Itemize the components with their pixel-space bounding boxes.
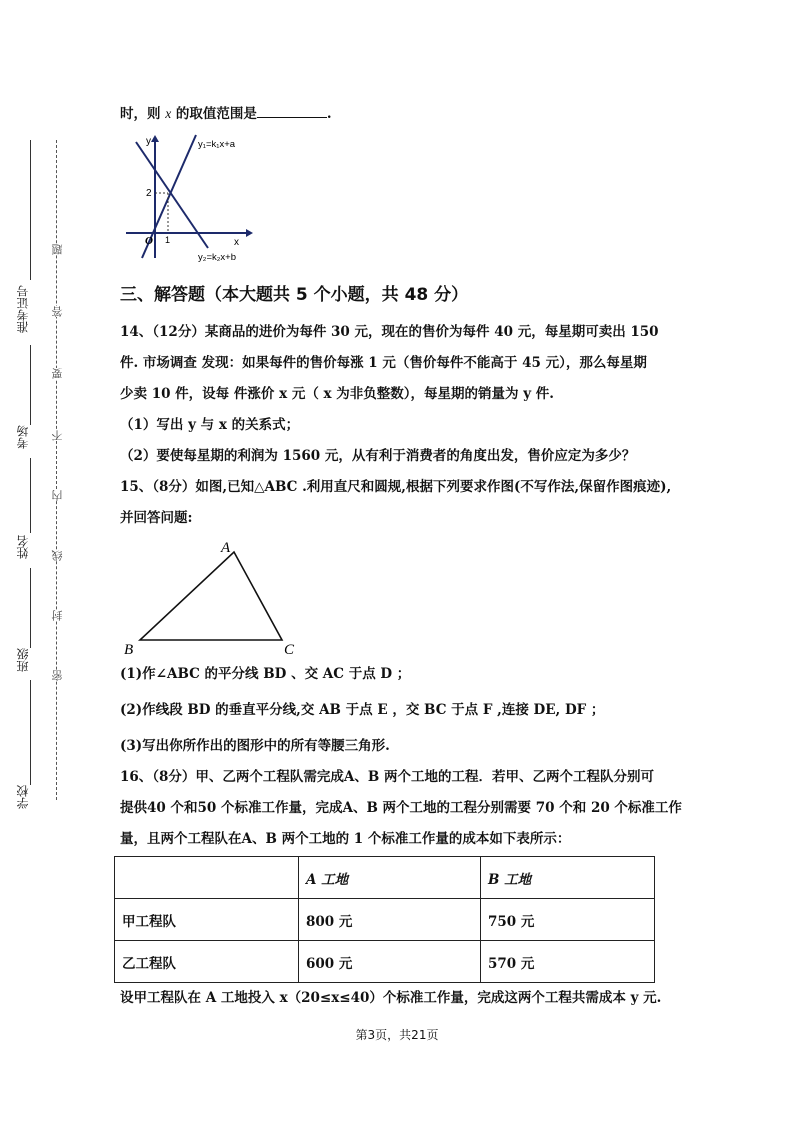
table-header-cell: B 工地 <box>481 857 655 899</box>
q14-part1: （1）写出 y 与 x 的关系式； <box>120 417 300 433</box>
seal-line <box>56 140 57 800</box>
table-cell: 600 元 <box>299 941 481 983</box>
q14-line3: 少卖 10 件，设每 件涨价 x 元（ x 为非负整数），每星期的销量为 y 件. <box>120 386 554 402</box>
seal-char: 不 <box>51 430 64 441</box>
q15-line2: 并回答问题: <box>120 510 193 526</box>
q14-line1: 14、（12分）某商品的进价为每件 30 元，现在的售价为每件 40 元，每星期可卖出 150 <box>120 324 659 340</box>
binding-label-exam-id: 准考证号 <box>16 285 30 333</box>
graph-tick-x: 1 <box>165 235 171 245</box>
seal-char: 答 <box>51 306 64 317</box>
binding-label-school: 学校 <box>16 785 30 809</box>
seal-char: 题 <box>51 244 64 255</box>
q15-part3: (3)写出你所作出的图形中的所有等腰三角形. <box>120 738 390 754</box>
graph-y-label: y <box>146 136 151 147</box>
binding-label-room: 考场 <box>16 425 30 449</box>
graph-x-label: x <box>234 237 239 248</box>
q13-tail: 时，则 x 的取值范围是 . <box>120 103 332 124</box>
q15-part1: (1)作∠ABC 的平分线 BD 、交 AC 于点 D ； <box>120 666 411 682</box>
section-title: 三、解答题（本大题共 5 个小题，共 48 分） <box>120 285 469 305</box>
graph-line1-label: y₁=k₁x+a <box>198 139 236 150</box>
cost-table <box>114 856 655 983</box>
q16-after-table: 设甲工程队在 A 工地投入 x（20≤x≤40）个标准工作量，完成这两个工程共需成本 y 元. <box>120 990 662 1006</box>
q16-line3: 量，且两个工程队在A、B 两个工地的 1 个标准工作量的成本如下表所示： <box>120 831 571 847</box>
q15-part2: (2)作线段 BD 的垂直平分线,交 AB 于点 E ，交 BC 于点 F ,连接 DE, DF ； <box>120 702 605 718</box>
q15-triangle-figure <box>118 532 308 660</box>
q14-part2: （2）要使每星期的利润为 1560 元，从有利于消费者的角度出发，售价应定为多少？ <box>120 448 636 464</box>
seal-char: 封 <box>51 610 64 621</box>
q14-line2: 件. 市场调查 发现：如果每件的售价每涨 1 元（售价每件不能高于 45 元），那么每星期 <box>120 355 647 371</box>
table-row <box>115 941 655 983</box>
table-cell: 750 元 <box>481 899 655 941</box>
vertex-a: A <box>221 540 231 556</box>
table-row <box>115 899 655 941</box>
seal-char: 线 <box>51 550 64 561</box>
vertex-c: C <box>284 642 295 658</box>
table-cell: 800 元 <box>299 899 481 941</box>
table-header-cell <box>115 857 299 899</box>
q16-line1: 16、（8分）甲、乙两个工程队需完成A、B 两个工地的工程．若甲、乙两个工程队分别可 <box>120 769 655 785</box>
seal-char: 要 <box>51 368 64 379</box>
binding-label-class: 班级 <box>16 648 30 672</box>
page-footer: 第3页，共21页 <box>355 1028 439 1042</box>
graph-tick-y: 2 <box>146 188 152 199</box>
table-cell: 570 元 <box>481 941 655 983</box>
table-header-cell: A 工地 <box>299 857 481 899</box>
q15-line1: 15、（8分）如图,已知△ABC .利用直尺和圆规,根据下列要求作图(不写作法,保留作图痕迹), <box>120 479 672 495</box>
table-cell: 乙工程队 <box>115 941 299 983</box>
table-cell: 甲工程队 <box>115 899 299 941</box>
table-header-row <box>115 857 655 899</box>
seal-char: 密 <box>51 670 64 681</box>
q13-graph <box>118 130 258 265</box>
vertex-b: B <box>124 642 134 658</box>
graph-line2-label: y₂=k₂x+b <box>198 252 237 263</box>
binding-label-name: 姓名 <box>16 535 30 559</box>
answer-blank <box>257 103 327 118</box>
q16-line2: 提供40 个和50 个标准工作量，完成A、B 两个工地的工程分别需要 70 个和 20 个标准工作 <box>120 800 682 816</box>
graph-origin: O <box>145 235 153 247</box>
seal-char: 内 <box>51 490 64 501</box>
